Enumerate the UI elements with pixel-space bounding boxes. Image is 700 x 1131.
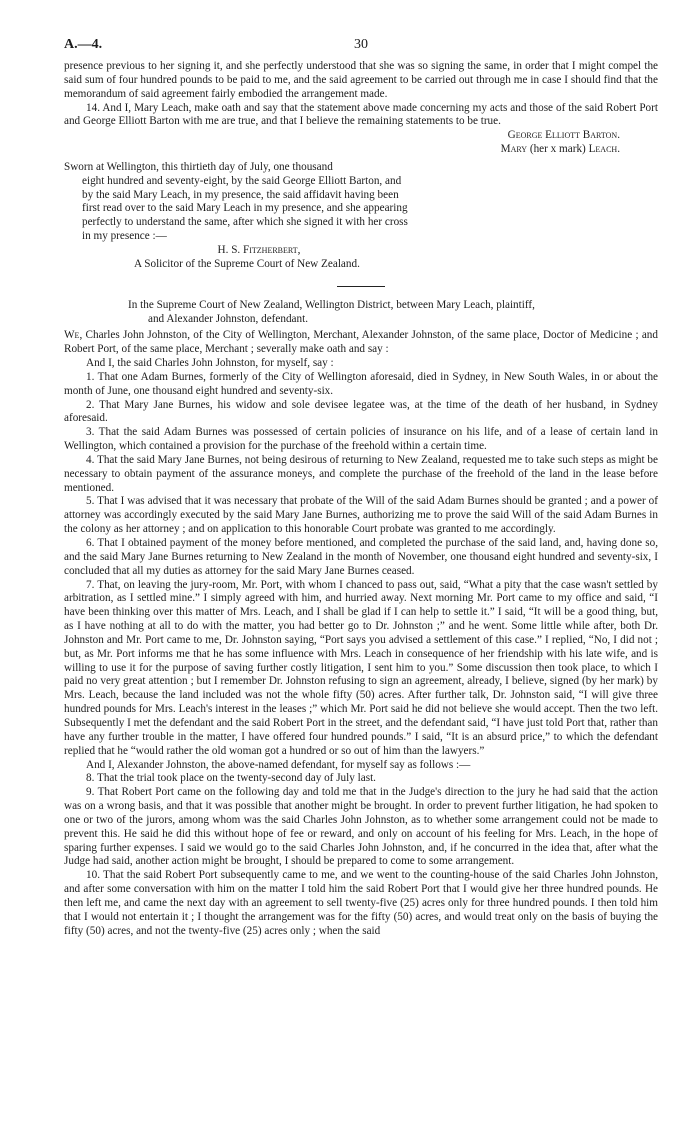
solicitor-name: H. S. Fitzherbert, xyxy=(217,243,301,256)
jurat-continuation: eight hundred and seventy-eight, by the said George Elliott Barton, and by the said Mary Leach, in my presence, the said affidavit having been first read over to the said Mary Leach in my presence, and she appearing perfectly to understand the same, after which she signed it with her cross in my presence :— xyxy=(82,174,408,243)
case-title xyxy=(64,299,658,327)
page-number: 30 xyxy=(354,37,368,52)
affidavit-paragraph-8: 8. That the trial took place on the twenty-second day of July last. xyxy=(86,772,376,785)
jurat-first-line: Sworn at Wellington, this thirtieth day of July, one thousand xyxy=(64,160,333,173)
affidavit-paragraph-10: 10. That the said Robert Port subsequently came to me, and we went to the counting-house of the said Charles John Johnston, and after some conversation with him on the matter I told him the said Robert Port that I would give her three hundred pounds. He then left me, and came the next day with an agreement to sell twenty-five (25) acres only for three hundred pounds. I then told him that I would not entertain it ; I thought the arrangement was for the fifty (50) acres, and would treat only on the basis of buying the fifty (50) acres, and not the twenty-five (25) acres only ; when the said xyxy=(64,869,658,937)
opening-we: We, xyxy=(64,329,83,342)
affidavit-paragraph-1: 1. That one Adam Burnes, formerly of the City of Wellington aforesaid, died in Sydney, in New South Wales, in or about the month of June, one thousand eight hundred and seventy-six. xyxy=(64,370,658,397)
signature-barton: George Elliott Barton. xyxy=(507,129,620,142)
affidavit-intro-johnston: And I, the said Charles John Johnston, for myself, say : xyxy=(86,357,334,370)
case-title-line2: and Alexander Johnston, defendant. xyxy=(148,312,309,325)
affidavit-paragraph-5: 5. That I was advised that it was necessary that probate of the Will of the said Adam Burnes should be granted ; and a power of attorney was accordingly executed by the said Mary Jane Burnes, authorizing me to prove the said Will of the said Adam Burnes in the colony as her attorney ; and on application to this honorable Court probate was granted to me accordingly. xyxy=(64,495,658,536)
signature-leach-last: Leach. xyxy=(588,143,620,156)
affidavit-opening xyxy=(64,329,658,357)
section-divider xyxy=(337,286,385,287)
affidavit-intro-alexander: And I, Alexander Johnston, the above-named defendant, for myself say as follows :— xyxy=(86,758,471,771)
case-title-line1: In the Supreme Court of New Zealand, Wellington District, between Mary Leach, plaintiff, xyxy=(128,298,535,311)
affidavit-paragraph-9: 9. That Robert Port came on the following day and told me that in the Judge's direction to the jury he had said that the action was on a wrong basis, and that it was possible that another might be brought. In order to prevent further litigation, he had spoken to one or two of the jurors, among whom was the said Charles John Johnston, as to whether some arrangement could not be made to prevent this. He said he did this without hope of fee or reward, and only on account of his feeling for Mrs. Leach, in the hope of sparing further expenses. I said we would go to the said Charles John Johnston, and, if he concurred in the idea that, after what the Judge had said, another action might be brought, I should be prepared to come to some arrangement. xyxy=(64,786,658,868)
jurat-block xyxy=(64,161,414,272)
page-header xyxy=(64,38,658,60)
signature-block xyxy=(64,129,620,157)
signature-leach-first: Mary xyxy=(500,143,528,156)
solicitor-title: A Solicitor of the Supreme Court of New Zealand. xyxy=(134,257,360,270)
paragraph-continuation: presence previous to her signing it, and she perfectly understood that she was so signing the same, in order that I might compel the said sum of four hundred pounds to be paid to me, and the said agreement to be carried out through me in case I should find that the memorandum of said agreement fairly embodied the arrangement made. xyxy=(64,60,658,100)
affidavit-paragraph-6: 6. That I obtained payment of the money before mentioned, and completed the purchase of the said land, and, having done so, and the said Mary Jane Burnes returning to New Zealand in the month of November, one thousand eight hundred and seventy-six, I concluded that all my duties as attorney for the said Mary Jane Burnes ceased. xyxy=(64,537,658,577)
affidavit-paragraph-4: 4. That the said Mary Jane Burnes, not being desirous of returning to New Zealand, requested me to take such steps as might be necessary to obtain payment of the assurance moneys, and complete the purchase of the freehold of the land in the lease before mentioned. xyxy=(64,453,658,494)
affidavit-paragraph-3: 3. That the said Adam Burnes was possessed of certain policies of insurance on his life, and of a lease of certain land in Wellington, which contained a provision for the purchase of the freehold within a certain time. xyxy=(64,426,658,453)
affidavit-paragraph-2: 2. That Mary Jane Burnes, his widow and sole devisee legatee was, at the time of the death of her husband, in Sydney aforesaid. xyxy=(64,398,658,425)
signature-leach xyxy=(64,143,620,157)
section-code: A.—4. xyxy=(64,37,103,52)
paragraph-14: 14. And I, Mary Leach, make oath and say that the statement above made concerning my acts and those of the said Robert Port and George Elliott Barton with me are true, and that I believe the remaining statements to be true. xyxy=(64,101,658,128)
opening-rest: Charles John Johnston, of the City of Wellington, Merchant, Alexander Johnston, of the same place, Doctor of Medicine ; and Robert Port, of the same place, Merchant ; severally make oath and say : xyxy=(64,329,658,356)
affidavit-paragraph-7: 7. That, on leaving the jury-room, Mr. Port, with whom I chanced to pass out, said, “What a pity that the case wasn't settled by arbitration, as I settled mine.” I simply agreed with him, and hurried away. Next morning Mr. Port came to my office and said, “I have been thinking over this matter of Mrs. Leach, and I shall be glad if I can help to settle it.” I said, “It will be a good thing, but, as I have nothing at all to do with the matter, you had better go to Dr. Johnston ;” and he went. Some little while after, both Dr. Johnston and Mr. Port came to me, Dr. Johnston saying, “Port says you advised a settlement of this case.” I replied, “No, I did not ; but, as Mr. Port informs me that he has some influence with Mrs. Leach in consequence of her friendship with his late wife, and is willing to use it for the purpose of saving further costly litigation, I sent him to you.” Some discussion then took place, to which I paid no very great attention ; but I remember Dr. Johnston refusing to sign an agreement, already, I believe, signed (by her mark) by Mrs. Leach, because the land included was not the whole fifty (50) acres. After further talk, Dr. Johnston said, “I will give three hundred pounds for Mrs. Leach's interest in the leases ;” which Mr. Port said he did not believe she would accept. Then the two left. Subsequently I met the defendant and the said Robert Port in the street, and the defendant said, “I have just told Port that, rather than have any further trouble in the matter, I have offered four hundred pounds.” I said, “It is an absurd price,” to which the defendant replied that he “would rather the old woman got a hundred or so out of him than the lawyers.” xyxy=(64,578,658,757)
signature-leach-mark: (her x mark) xyxy=(529,143,586,156)
